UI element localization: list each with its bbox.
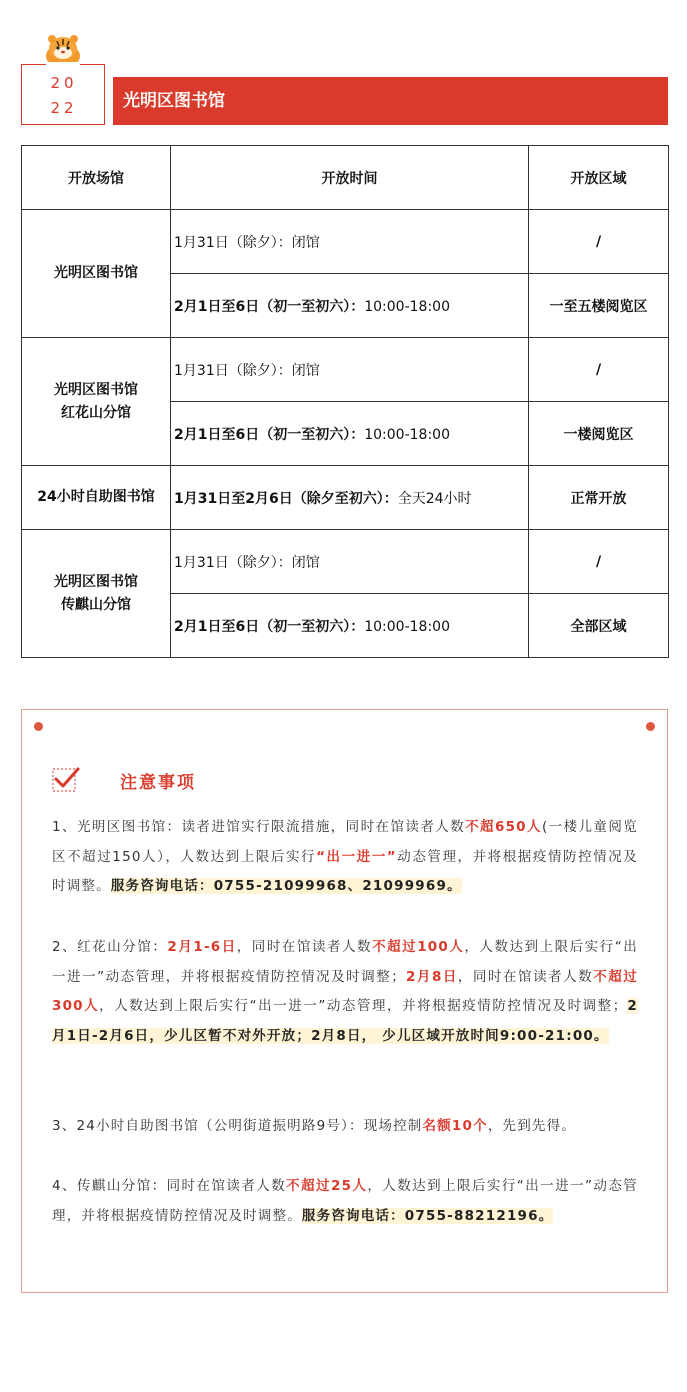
page-title: 光明区图书馆 [123,91,225,111]
text: ，人数达到上限后实行“出一进一”动态管理，并将根据疫情防控情况及时调整。 [52,1178,638,1224]
header-time: 开放时间 [171,146,529,210]
highlight: 服务咨询电话：0755-88212196。 [301,1207,554,1224]
notice-title: 注意事项 [120,773,196,793]
time-cell [171,402,529,466]
text: ，人数达到上限后实行“出一进一”动态管理，并将根据疫情防控情况及时调整； [52,939,638,985]
area-cell: 一楼阅览区 [529,402,669,466]
time-value: 10:00-18:00 [364,618,450,635]
area-cell: 正常开放 [529,466,669,530]
highlight: 2月1日-2月6日，少儿区暂不对外开放；2月8日， 少儿区域开放时间9:00-21:00。 [52,998,638,1044]
venue-chuanqishan [22,530,171,658]
area-cell: 一至五楼阅览区 [529,274,669,338]
text: 1、光明区图书馆：读者进馆实行限流措施，同时在馆读者人数 [52,819,466,835]
notice-paragraph-2 [52,933,638,1051]
emphasis: 不超过300人 [52,968,639,1014]
venue-name: 光明区图书馆 [54,381,138,398]
year-badge [21,64,105,125]
table-row [22,530,669,594]
notice-paragraph-4 [52,1172,638,1231]
venue-guangming [22,210,171,338]
emphasis: 不超650人 [465,819,542,835]
checkbox-check-icon [52,766,80,792]
notice-box [21,709,668,1293]
time-value: 全天24小时 [397,490,472,507]
text: 2、红花山分馆： [52,939,168,955]
emphasis: 2月8日 [405,968,458,985]
time-cell [171,594,529,658]
venue-subname: 红花山分馆 [61,404,131,421]
time-label: 2月1日至6日（初一至初六）： [174,618,365,635]
time-cell [171,274,529,338]
area-cell: / [529,530,669,594]
area-cell: 全部区域 [529,594,669,658]
area-cell: / [529,210,669,274]
time-label: 2月1日至6日（初一至初六）： [174,298,365,315]
venue-honghuashan [22,338,171,466]
header-venue: 开放场馆 [22,146,171,210]
emphasis: “出一进一” [316,848,397,865]
area-cell: / [529,338,669,402]
table-row [22,210,669,274]
notice-paragraph-1 [52,813,638,902]
time-label: 1月31日至2月6日（除夕至初六）： [174,490,398,507]
time-cell: 1月31日（除夕）：闭馆 [171,210,529,274]
emphasis: 不超过25人 [286,1178,368,1194]
header-area: 开放区域 [529,146,669,210]
time-label: 2月1日至6日（初一至初六）： [174,426,365,443]
table-header-row [22,146,669,210]
time-cell: 1月31日（除夕）：闭馆 [171,530,529,594]
time-cell: 1月31日（除夕）：闭馆 [171,338,529,402]
venue-24h: 24小时自助图书馆 [22,466,171,530]
year-top: 20 [50,74,78,92]
text: ，先到先得。 [487,1118,577,1134]
venue-name: 光明区图书馆 [54,265,138,281]
highlight: 服务咨询电话：0755-21099968、21099969。 [110,878,462,894]
table-row [22,466,669,530]
year-bottom: 22 [50,99,78,117]
title-bar [113,77,668,125]
text: 动态管理，并将根据疫情防控情况及时调整。 [52,848,638,894]
text: (一楼儿童阅览区不超过150人），人数达到上限后实行 [52,819,638,865]
text: 4、传麒山分馆：同时在馆读者人数 [52,1178,287,1194]
time-cell [171,466,529,530]
text: 3、24小时自助图书馆（公明街道振明路9号）：现场控制 [52,1118,423,1134]
emphasis: 2月1-6日 [167,939,237,955]
notice-paragraph-3 [52,1112,638,1142]
schedule-table [21,145,669,658]
emphasis: 不超过100人 [372,939,465,955]
tiger-mascot-icon [38,32,88,68]
venue-subname: 传麒山分馆 [61,596,131,613]
time-value: 10:00-18:00 [364,298,450,315]
dot-decoration-icon [34,722,43,731]
table-row [22,338,669,402]
emphasis: 名额10个 [422,1118,488,1134]
time-value: 10:00-18:00 [364,426,450,443]
text: ，同时在馆读者人数 [457,968,594,985]
venue-name: 光明区图书馆 [54,573,138,590]
text: ，人数达到上限后实行“出一进一”动态管理，并将根据疫情防控情况及时调整； [99,998,628,1014]
text: ，同时在馆读者人数 [236,939,373,955]
dot-decoration-icon [646,722,655,731]
